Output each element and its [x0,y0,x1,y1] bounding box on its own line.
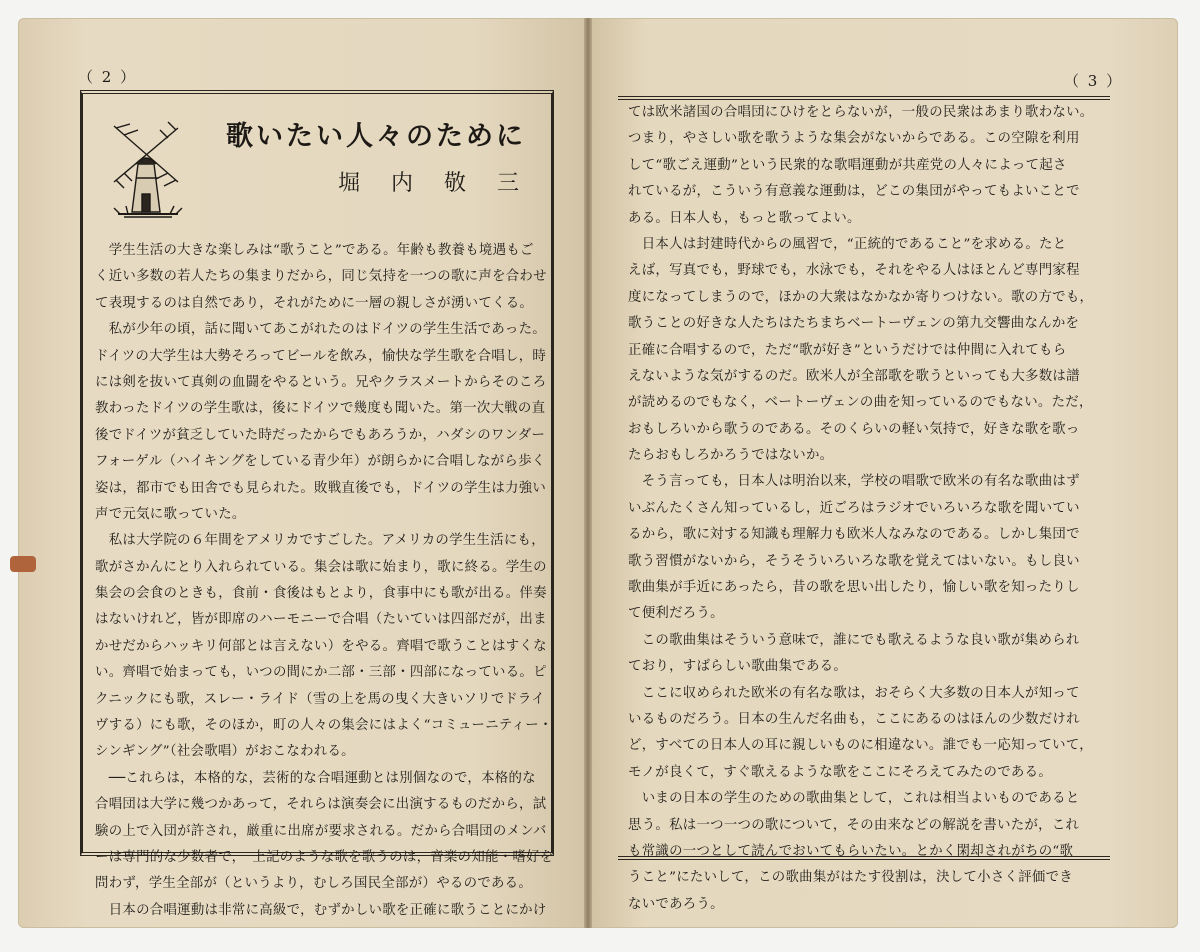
text-line: には剣を抜いて真剣の血闘をやるという。兄やクラスメートからそのころ [95,374,547,390]
text-line: たらおもしろかろうではないか。 [628,448,834,464]
text-line: るから，歌に対する知識も理解力も欧米人なみなのである。しかし集団で [628,527,1080,543]
text-line: ては欧米諸国の合唱団にひけをとらないが，一般の民衆はあまり歌わない。 [628,105,1094,120]
text-line: シンギング”（社会歌唱）がおこなわれる。 [95,744,355,760]
text-line: ここに収められた欧米の有名な歌は，おそらく大多数の日本人が知って [628,685,1080,701]
text-line: いるものだろう。日本の生んだ名曲も，ここにあるのはほんの少数だけれ [628,711,1080,727]
text-line: 度になってしまうので，ほかの大衆はなかなか寄りつけない。歌の方でも， [628,289,1094,305]
left-page-body [95,238,554,924]
text-line: く近い多数の若人たちの集まりだから，同じ気持を一つの歌に声を合わせ [95,269,547,285]
bookmark-ribbon [10,556,36,572]
text-line: ないであろう。 [628,896,724,912]
text-line: れているが，こういう有意義な運動は，どこの集団がやってもよいことで [628,184,1080,200]
text-line: そう言っても，日本人は明治以来，学校の唱歌で欧米の有名な歌曲はず [628,474,1080,490]
text-line: 日本人は封建時代からの風習で，“正統的であること”を求める。たと [628,236,1067,252]
text-line: えないような気がするのだ。欧米人が全部歌を歌うといっても大多数は譜 [628,368,1080,384]
text-line: かせだからハッキリ何部とは言えない）をやる。齊唱で歌うことはすくな [95,638,547,654]
windmill-icon [106,120,186,220]
article-title: 歌いたい人々のために [226,121,526,152]
text-line: いぶんたくさん知っているし，近ごろはラジオでいろいろな歌を聞いてい [628,500,1080,516]
text-line: 歌うことの好きな人たちはたちまちベートーヴェンの第九交響曲なんかを [628,316,1080,332]
text-line: ドイツの大学生は大勢そろってビールを飲み，愉快な学生歌を合唱し，時 [95,348,547,364]
text-line: この歌曲集はそういう意味で，誰にでも歌えるような良い歌が集められ [628,632,1080,648]
text-line: て表現するのは自然であり，それがために一層の親しさが湧いてくる。 [95,295,534,311]
text-line: ーは専門的な少数者で， 上記のような歌を歌うのは，音楽の知能・嗜好を [95,849,554,865]
text-line: 学生生活の大きな楽しみは“歌うこと”である。年齢も教養も境遇もご [95,243,534,258]
text-line: 歌がさかんにとり入れられている。集会は歌に始まり，歌に終る。学生の [95,559,547,575]
text-line: も常識の一つとして読んでおいてもらいたい。とかく閑却されがちの“歌 [628,843,1074,859]
text-line: おもしろいから歌うのである。そのくらいの軽い気持で，好きな歌を歌っ [628,421,1080,437]
text-line: うこと”にたいして，この歌曲集がはたす役割は，決して小さく評価でき [628,870,1073,886]
text-line: ──これらは，本格的な，芸術的な合唱運動とは別個なので，本格的な [95,770,536,786]
text-line: 声で元気に歌っていた。 [95,506,246,522]
text-line: 正確に合唱するので，ただ“歌が好き”というだけでは仲間に入れてもら [628,342,1067,358]
text-line: 私が少年の頃，話に聞いてあこがれたのはドイツの学生生活であった。 [95,322,546,338]
text-line: て便利だろう。 [628,606,724,622]
text-line: 験の上で入団が許され，厳重に出席が要求される。だから合唱団のメンバ [95,823,547,839]
text-line: いまの日本の学生のための歌曲集として，これは相当よいものであると [628,791,1080,807]
text-line: 問わず，学生全部が（というより，むしろ国民全部が）やるのである。 [95,876,533,892]
text-line: ある。日本人も，もっと歌ってよい。 [628,210,861,226]
text-line: ており，すばらしい歌曲集である。 [628,659,848,675]
text-line: 集会の会食のときも，食前・食後はもとより，食事中にも歌が出る。伴奏 [95,586,547,602]
article-author: 堀 内 敬 三 [338,171,531,196]
text-line: えば，写真でも，野球でも，水泳でも，それをやる人はほとんど専門家程 [628,263,1080,279]
page-number-left: （ 2 ） [78,68,138,86]
text-line: 教わったドイツの学生歌は，後にドイツで幾度も聞いた。第一次大戦の直 [95,401,546,417]
text-line: ヴする）にも歌，そのほか，町の人々の集会にはよく“コミューニティー・ [95,718,553,734]
text-line: モノが良くて，すぐ歌えるような歌をここにそろえてみたのである。 [628,764,1053,780]
text-line: い。齊唱で始まっても，いつの間にか二部・三部・四部になっている。ピ [95,665,547,681]
text-line: 後でドイツが貧乏していた時だったからでもあろうか，ハダシのワンダー [95,427,546,443]
text-line: 歌う習慣がないから，そうそういろいろな歌を覚えてはいない。もし良い [628,553,1080,569]
text-line: 歌曲集が手近にあったら，昔の歌を思い出したり，愉しい歌を知ったりし [628,580,1080,596]
text-line: 思う。私は一つ一つの歌について，その由来などの解説を書いたが，これ [628,817,1080,833]
text-line: はないけれど，皆が即席のハーモニーで合唱（たいていは四部だが，出ま [95,612,547,628]
text-line: 姿は，都市でも田舎でも見られた。敗戦直後でも，ドイツの学生は力強い [95,480,547,496]
text-line: つまり，やさしい歌を歌うような集会がないからである。この空隙を利用 [628,131,1080,147]
text-line: 合唱団は大学に幾つかあって，それらは演奏会に出演するものだから，試 [95,797,547,813]
text-line: クニックにも歌，スレー・ライド（雪の上を馬の曳く大きいソリでドライ [95,691,545,707]
text-line: が読めるのでもなく，ベートーヴェンの曲を知っているのでもない。ただ， [628,395,1093,411]
text-line: して“歌ごえ運動”という民衆的な歌唱運動が共産党の人々によって起さ [628,157,1067,173]
text-line: フォーゲル（ハイキングをしている青少年）が朗らかに合唱しながら歩く [95,454,546,470]
book-gutter [584,18,592,928]
page-number-right: （ 3 ） [1064,72,1124,90]
text-line: 日本の合唱運動は非常に高級で，むずかしい歌を正確に歌うことにかけ [95,902,547,918]
text-line: 私は大学院の６年間をアメリカですごした。アメリカの学生生活にも， [95,533,545,549]
right-page-body [628,100,1108,918]
text-line: ど，すべての日本人の耳に親しいものに相違ない。誰でも一応知っていて， [628,738,1093,754]
